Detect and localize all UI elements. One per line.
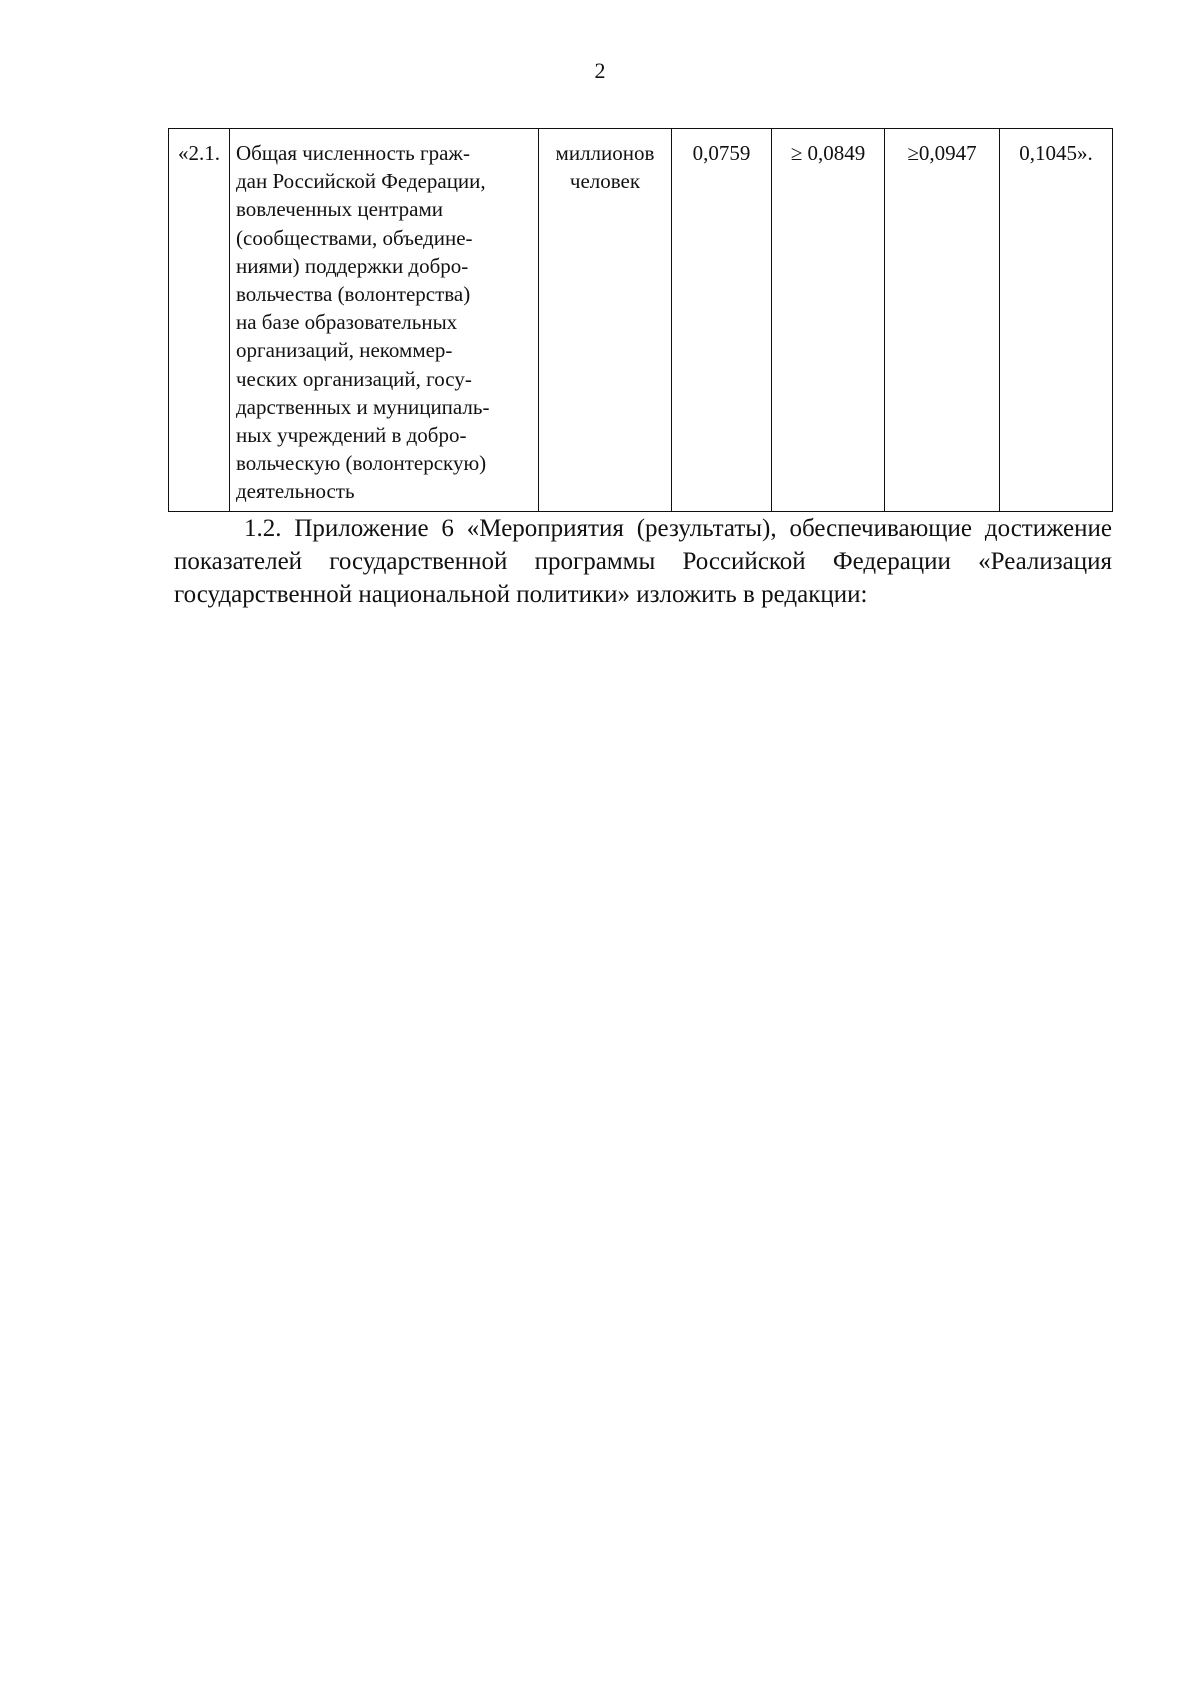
indicator-name-line: (сообществами, объедине-: [236, 225, 473, 250]
indicator-number-cell: [169, 129, 230, 512]
indicator-name-line: деятельность: [236, 479, 355, 504]
value-cell-2: [772, 129, 885, 512]
indicator-name-line: на базе образовательных: [236, 310, 458, 335]
indicator-name-cell: [230, 129, 539, 512]
value-4: 0,1045».: [1019, 141, 1093, 165]
indicator-name-line: вовлеченных центрами: [236, 197, 443, 222]
indicator-name-line: вольчества (волонтерства): [236, 282, 471, 307]
indicator-name-line: дан Российской Федерации,: [236, 169, 486, 194]
value-cell-3: [885, 129, 1000, 512]
indicator-name-line: ниями) поддержки добро-: [236, 253, 469, 278]
value-2: ≥ 0,0849: [790, 141, 866, 165]
indicator-name-line: Общая численность граж-: [236, 141, 470, 165]
indicator-table: [168, 128, 1113, 512]
table-row: [169, 129, 1113, 512]
indicator-name-line: ческих организаций, госу-: [236, 366, 472, 391]
value-1: 0,0759: [692, 141, 751, 165]
value-3: ≥0,0947: [907, 141, 977, 165]
unit-cell: [539, 129, 672, 512]
indicator-number: «2.1.: [178, 141, 220, 165]
value-cell-4: [1000, 129, 1113, 512]
body-paragraph: 1.2. Приложение 6 «Мероприятия (результаты), обеспечивающие достижение показателей государственной программы Российской Федерации «Реализация государственной национальной политики» изложить в редакции:: [174, 515, 1112, 608]
indicator-name-line: дарственных и муниципаль-: [236, 394, 490, 419]
indicator-name-line: ных учреждений в добро-: [236, 423, 467, 448]
indicator-name-line: организаций, некоммер-: [236, 338, 453, 363]
indicator-name-line: вольческую (волонтерскую): [236, 451, 487, 476]
value-cell-1: [672, 129, 772, 512]
page-number: 2: [594, 58, 606, 83]
unit-line: человек: [569, 169, 641, 194]
unit-line: миллионов: [555, 141, 655, 165]
